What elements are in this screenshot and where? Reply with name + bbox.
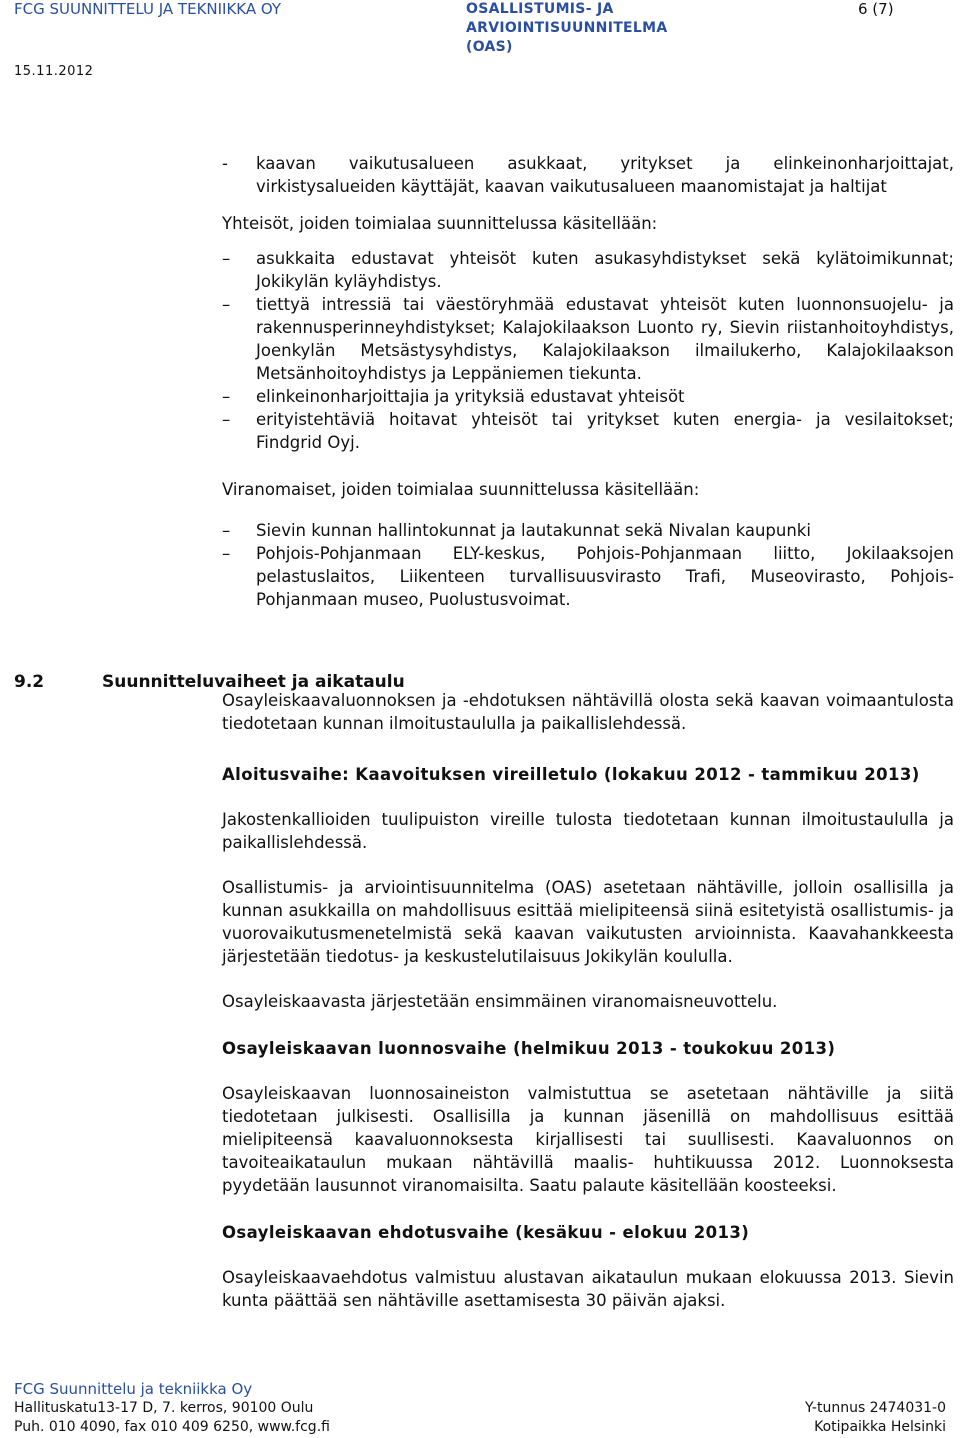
communities-heading: Yhteisöt, joiden toimialaa suunnittelussa käsitellään: bbox=[222, 214, 658, 233]
list-item bbox=[222, 247, 954, 293]
paragraph: Osayleiskaavan luonnosaineiston valmistuttua se asetetaan nähtäville ja siitä tiedotetaan julkisesti. Osallisilla ja kunnan jäsenillä on mahdollisuus esittää mielipiteensä kaavaluonnoksesta kirjallisesti tai suullisesti. Kaavaluonnos on tavoiteaikataulun mukaan nähtävillä maalis- huhtikuussa 2012. Luonnoksesta pyydetään lausunnot viranomaisilta. Saatu palaute käsitellään koosteeksi. bbox=[222, 1084, 954, 1195]
header-document-title bbox=[466, 0, 668, 57]
communities-list bbox=[222, 247, 954, 454]
list-item-text: Pohjois-Pohjanmaan ELY-keskus, Pohjois-Pohjanmaan liitto, Jokilaaksojen pelastuslaitos, Liikenteen turvallisuusvirasto Trafi, Museovirasto, Pohjois-Pohjanmaan museo, Puolustusvoimat. bbox=[256, 544, 954, 609]
footer-domicile: Kotipaikka Helsinki bbox=[814, 1419, 946, 1435]
authorities-heading: Viranomaiset, joiden toimialaa suunnittelussa käsitellään: bbox=[222, 480, 700, 499]
dash-bullet: – bbox=[222, 295, 231, 314]
section-title: Suunnitteluvaiheet ja aikataulu bbox=[102, 672, 405, 692]
paragraph: Jakostenkallioiden tuulipuiston vireille tulosta tiedotetaan kunnan ilmoitustaululla ja paikallislehdessä. bbox=[222, 810, 954, 852]
paragraph: Osallistumis- ja arviointisuunnitelma (OAS) asetetaan nähtäville, jolloin osallisilla ja kunnan asukkailla on mahdollisuus esittää mielipiteensä siinä esitetyistä osallistumis- ja vuorovaikutusmenetelmistä sekä kaavan vaikutusten arvioinnista. Kaavahankkeesta järjestetään tiedotus- ja keskustelutilaisuus Jokikylän koululla. bbox=[222, 878, 954, 966]
list-item-text: erityistehtäviä hoitavat yhteisöt tai yritykset kuten energia- ja vesilaitokset; Findgrid Oyj. bbox=[256, 410, 954, 452]
list-item-text: Sievin kunnan hallintokunnat ja lautakunnat sekä Nivalan kaupunki bbox=[256, 521, 811, 540]
page-footer bbox=[14, 1380, 946, 1437]
list-item bbox=[222, 542, 954, 611]
footer-address: Hallituskatu13-17 D, 7. kerros, 90100 Oulu bbox=[14, 1400, 314, 1416]
schedule-intro: Osayleiskaavaluonnoksen ja -ehdotuksen nähtävillä olosta sekä kaavan voimaantulosta tiedotetaan kunnan ilmoitustaululla ja paikallislehdessä. bbox=[222, 691, 954, 733]
section-number: 9.2 bbox=[14, 672, 45, 692]
list-item bbox=[222, 519, 954, 542]
page-header bbox=[0, 0, 960, 90]
list-item-text: elinkeinonharjoittajia ja yrityksiä edustavat yhteisöt bbox=[256, 387, 685, 406]
dash-bullet: – bbox=[222, 521, 231, 540]
header-title-line: OSALLISTUMIS- JA bbox=[466, 1, 614, 17]
phase-heading: Aloitusvaihe: Kaavoituksen vireilletulo (lokakuu 2012 - tammikuu 2013) bbox=[222, 765, 920, 784]
dash-bullet: – bbox=[222, 544, 231, 563]
list-item-text: kaavan vaikutusalueen asukkaat, yritykset ja elinkeinonharjoittajat, virkistysalueiden käyttäjät, kaavan vaikutusalueen maanomistajat ja haltijat bbox=[256, 154, 954, 196]
dash-bullet: – bbox=[222, 387, 231, 406]
paragraph: Osayleiskaavasta järjestetään ensimmäinen viranomaisneuvottelu. bbox=[222, 992, 778, 1011]
footer-row bbox=[14, 1399, 946, 1418]
list-item bbox=[222, 385, 954, 408]
phase-heading: Osayleiskaavan ehdotusvaihe (kesäkuu - elokuu 2013) bbox=[222, 1223, 750, 1242]
list-item-text: asukkaita edustavat yhteisöt kuten asukasyhdistykset sekä kylätoimikunnat; Jokikylän kyläyhdistys. bbox=[256, 249, 954, 291]
section-heading bbox=[14, 672, 405, 692]
header-title-line: ARVIOINTISUUNNITELMA bbox=[466, 20, 668, 36]
footer-company: FCG Suunnittelu ja tekniikka Oy bbox=[14, 1380, 253, 1398]
list-item bbox=[222, 293, 954, 385]
authorities-list bbox=[222, 519, 954, 611]
footer-business-id: Y-tunnus 2474031-0 bbox=[805, 1400, 946, 1416]
list-item bbox=[222, 152, 954, 198]
paragraph: Osayleiskaavaehdotus valmistuu alustavan aikataulun mukaan elokuussa 2013. Sievin kunta päättää sen nähtäville asettamisesta 30 päivän ajaksi. bbox=[222, 1268, 954, 1310]
page-number: 6 (7) bbox=[858, 0, 894, 18]
footer-contact: Puh. 010 4090, fax 010 409 6250, www.fcg.fi bbox=[14, 1419, 330, 1435]
header-title-line: (OAS) bbox=[466, 39, 513, 55]
dash-bullet: – bbox=[222, 249, 231, 268]
phase-heading: Osayleiskaavan luonnosvaihe (helmikuu 2013 - toukokuu 2013) bbox=[222, 1039, 836, 1058]
document-body bbox=[222, 152, 954, 1312]
header-date: 15.11.2012 bbox=[14, 64, 94, 79]
list-item bbox=[222, 408, 954, 454]
list-item-text: tiettyä intressiä tai väestöryhmää edustavat yhteisöt kuten luonnonsuojelu- ja rakennusperinneyhdistykset; Kalajokilaakson Luonto ry, Sievin riistanhoitoyhdistys, Joenkylän Metsästysyhdistys, Kalajokilaakson ilmailukerho, Kalajokilaakson Metsänhoitoyhdistys ja Leppäniemen tiekunta. bbox=[256, 295, 954, 383]
hyphen-bullet: - bbox=[222, 154, 228, 173]
footer-row bbox=[14, 1418, 946, 1437]
dash-bullet: – bbox=[222, 410, 231, 429]
header-company: FCG SUUNNITTELU JA TEKNIIKKA OY bbox=[14, 0, 282, 18]
